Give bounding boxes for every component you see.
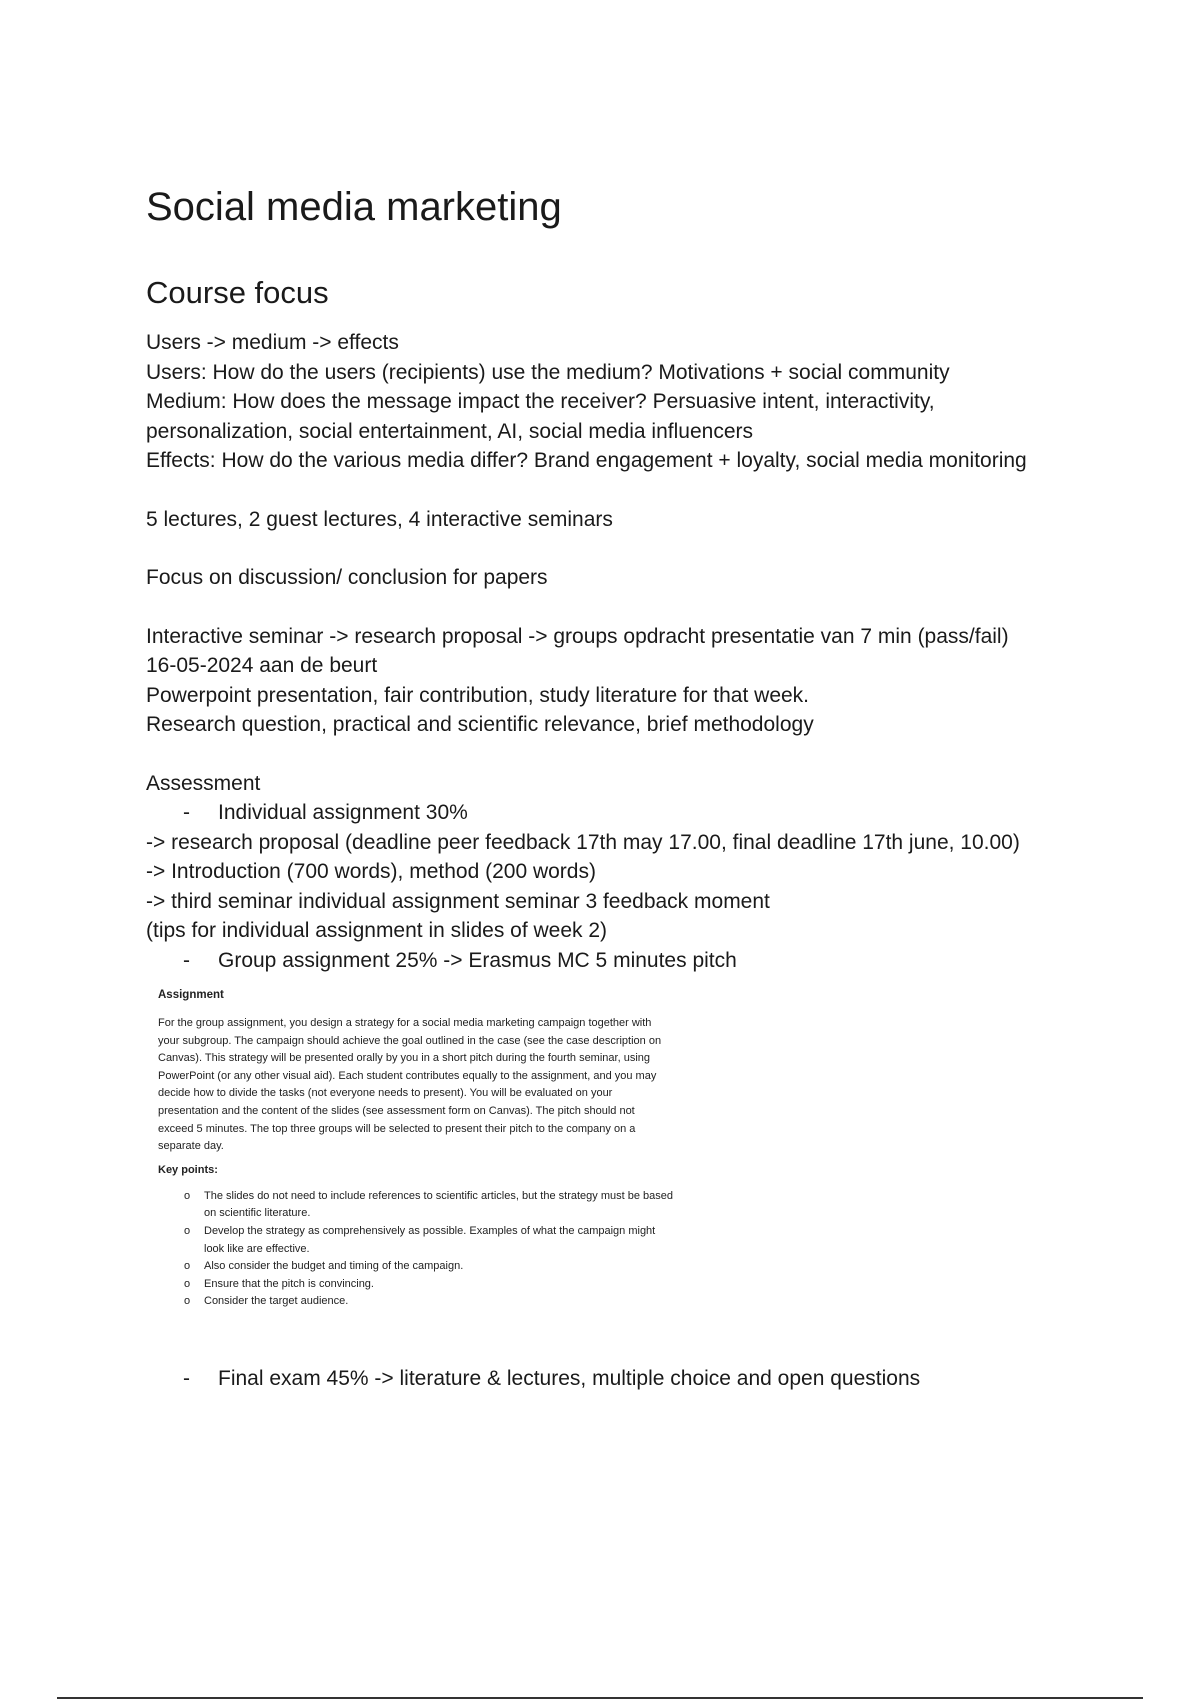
final-exam-label: Final exam 45% -> literature & lectures, multiple choice and open questions <box>218 1367 921 1390</box>
circle-bullet-icon: o <box>184 1189 191 1202</box>
key-point-line: Ensure that the pitch is convincing. <box>204 1277 374 1290</box>
key-point-line: look like are effective. <box>204 1242 310 1255</box>
circle-bullet-icon: o <box>184 1260 191 1273</box>
assessment-heading: Assessment <box>146 771 261 795</box>
focus-line: Focus on discussion/ conclusion for papers <box>146 566 548 589</box>
individual-detail-line: -> Introduction (700 words), method (200 words) <box>146 860 596 883</box>
bullet-dash: - <box>183 801 190 824</box>
snippet-line: your subgroup. The campaign should achieve the goal outlined in the case (see the case description on <box>158 1034 662 1047</box>
lectures-line: 5 lectures, 2 guest lectures, 4 interactive seminars <box>146 507 613 531</box>
key-point-item <box>184 1276 790 1294</box>
course-focus-line: Users: How do the users (recipients) use the medium? Motivations + social community <box>146 360 950 384</box>
circle-bullet-icon: o <box>184 1295 191 1308</box>
snippet-line: For the group assignment, you design a strategy for a social media marketing campaign together with <box>158 1017 652 1029</box>
key-point-item <box>184 1223 790 1258</box>
snippet-title: Assignment <box>158 989 224 1001</box>
circle-bullet-icon: o <box>184 1224 191 1237</box>
course-focus-line: personalization, social entertainment, AI, social media influencers <box>146 419 753 443</box>
key-point-line: The slides do not need to include references to scientific articles, but the strategy must be based <box>204 1189 673 1202</box>
snippet-line: Canvas). This strategy will be presented orally by you in a short pitch during the fourth seminar, using <box>158 1052 650 1065</box>
assignment-screenshot <box>158 983 790 1355</box>
group-assignment-label: Group assignment 25% -> Erasmus MC 5 minutes pitch <box>218 948 737 972</box>
seminar-line: 16-05-2024 aan de beurt <box>146 654 378 677</box>
snippet-line: decide how to divide the tasks (not everyone needs to present). You will be evaluated on your <box>158 1087 613 1100</box>
footer-divider <box>57 1697 1143 1699</box>
circle-bullet-icon: o <box>184 1277 191 1290</box>
individual-detail-line: -> third seminar individual assignment seminar 3 feedback moment <box>146 889 770 913</box>
group-assignment-bullet <box>146 946 1106 976</box>
seminar-line: Powerpoint presentation, fair contribution, study literature for that week. <box>146 683 810 707</box>
individual-detail-line: (tips for individual assignment in slides of week 2) <box>146 919 608 942</box>
course-focus-block <box>146 328 1106 975</box>
bullet-dash: - <box>183 1367 190 1390</box>
key-points-label: Key points: <box>158 1163 218 1176</box>
individual-assignment-label: Individual assignment 30% <box>218 801 468 824</box>
key-point-line: Consider the target audience. <box>204 1295 349 1308</box>
seminar-line: Interactive seminar -> research proposal -> groups opdracht presentatie van 7 min (pass/fail) <box>146 624 1009 648</box>
snippet-paragraph <box>158 1015 790 1156</box>
key-point-item <box>184 1293 790 1311</box>
key-points-list <box>158 1188 790 1311</box>
section-heading-course-focus: Course focus <box>146 275 329 310</box>
individual-assignment-bullet <box>146 798 1106 828</box>
key-point-item <box>184 1188 790 1223</box>
course-focus-line: Users -> medium -> effects <box>146 331 399 354</box>
key-point-line: Develop the strategy as comprehensively as possible. Examples of what the campaign might <box>204 1224 656 1237</box>
key-point-line: Also consider the budget and timing of the campaign. <box>204 1260 464 1273</box>
seminar-line: Research question, practical and scientific relevance, brief methodology <box>146 713 814 736</box>
snippet-line: separate day. <box>158 1140 224 1153</box>
page-title: Social media marketing <box>146 185 562 229</box>
key-point-item <box>184 1258 790 1276</box>
snippet-line: PowerPoint (or any other visual aid). Each student contributes equally to the assignment, and you may <box>158 1069 657 1082</box>
course-focus-line: Effects: How do the various media differ? Brand engagement + loyalty, social media monitoring <box>146 449 1027 472</box>
snippet-line: presentation and the content of the slides (see assessment form on Canvas). The pitch should not <box>158 1104 635 1117</box>
bullet-dash: - <box>183 948 190 972</box>
final-exam-bullet <box>146 1364 920 1394</box>
course-focus-line: Medium: How does the message impact the receiver? Persuasive intent, interactivity, <box>146 390 935 413</box>
key-point-line: on scientific literature. <box>204 1207 311 1220</box>
individual-detail-line: -> research proposal (deadline peer feedback 17th may 17.00, final deadline 17th june, 10.00) <box>146 830 1020 854</box>
snippet-line: exceed 5 minutes. The top three groups will be selected to present their pitch to the company on a <box>158 1122 636 1135</box>
